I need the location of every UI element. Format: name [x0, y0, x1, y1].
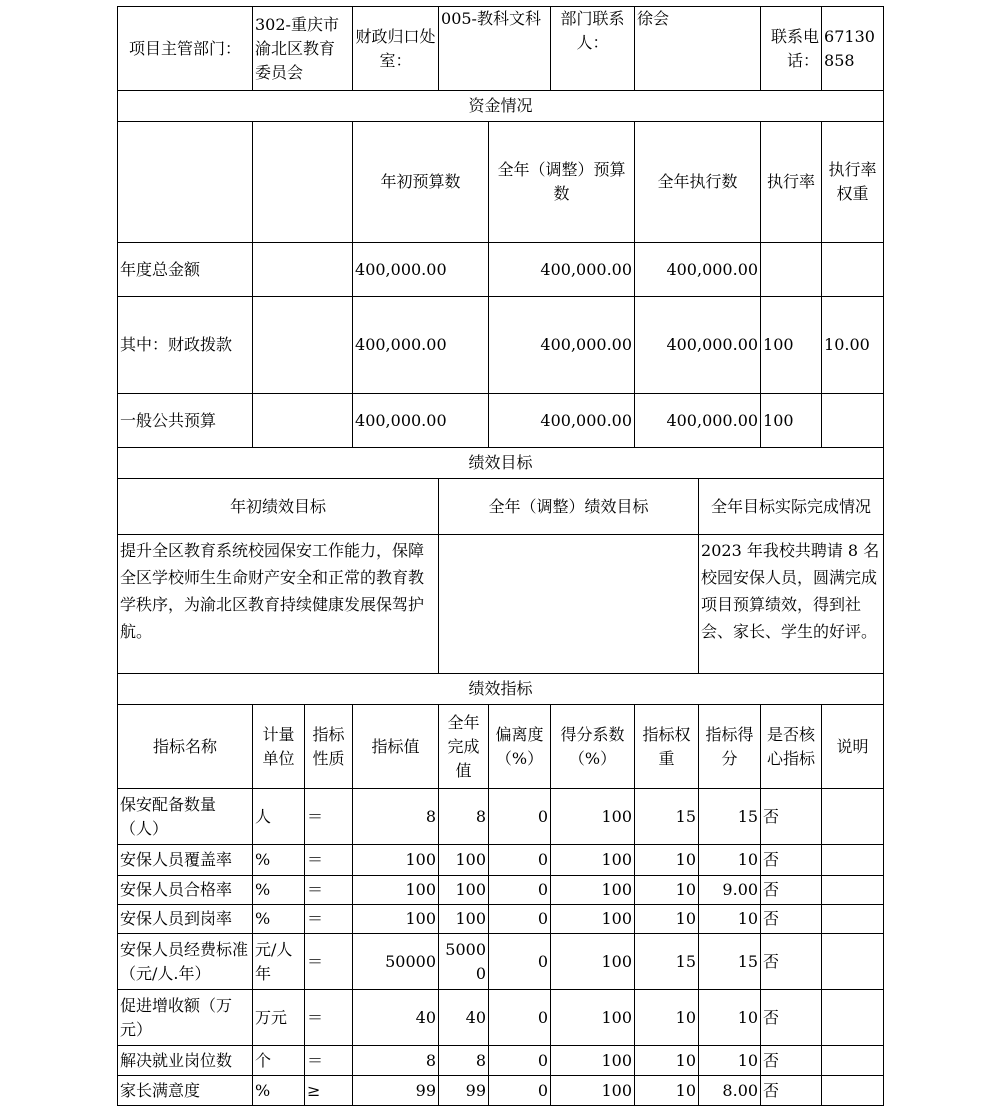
indicator-coef: 100: [551, 905, 635, 934]
indicator-core: 否: [761, 1046, 822, 1076]
indicators-header-row: [118, 705, 884, 789]
funds-row-initial: 400,000.00: [353, 394, 489, 448]
indicator-coef: 100: [551, 845, 635, 876]
funds-col-adjusted: 全年（调整）预算数: [489, 122, 635, 243]
indicator-actual: 50000: [439, 934, 489, 990]
indicator-note: [822, 789, 884, 845]
ind-header-core: 是否核心指标: [761, 705, 822, 789]
funds-col-initial: 年初预算数: [353, 122, 489, 243]
goals-actual-text: 2023 年我校共聘请 8 名校园安保人员，圆满完成项目预算绩效，得到社会、家长、学生的好评。: [699, 535, 884, 674]
indicator-row: [118, 990, 884, 1046]
indicator-row: [118, 905, 884, 934]
indicator-deviation: 0: [489, 1076, 551, 1106]
indicator-name: 保安配备数量（人）: [118, 789, 253, 845]
indicator-unit: %: [253, 876, 305, 905]
funds-row-rate: [761, 243, 822, 297]
indicator-name: 安保人员覆盖率: [118, 845, 253, 876]
indicator-deviation: 0: [489, 845, 551, 876]
indicator-target: 99: [353, 1076, 439, 1106]
indicator-actual: 40: [439, 990, 489, 1046]
indicator-weight: 10: [635, 1076, 699, 1106]
funds-row-adjusted: 400,000.00: [489, 297, 635, 394]
indicator-coef: 100: [551, 1076, 635, 1106]
indicator-note: [822, 845, 884, 876]
indicator-nature: ＝: [305, 934, 353, 990]
indicator-core: 否: [761, 845, 822, 876]
indicator-nature: ＝: [305, 905, 353, 934]
goals-initial-text: 提升全区教育系统校园保安工作能力，保障全区学校师生生命财产安全和正常的教育教学秩序，为渝北区教育持续健康发展保驾护航。: [118, 535, 439, 674]
indicator-score: 10: [699, 845, 761, 876]
ind-header-score: 指标得分: [699, 705, 761, 789]
goals-content-row: [118, 535, 884, 674]
funds-col-executed: 全年执行数: [635, 122, 761, 243]
indicator-note: [822, 905, 884, 934]
goals-header-row: [118, 479, 884, 535]
indicator-score: 10: [699, 905, 761, 934]
indicator-nature: ＝: [305, 789, 353, 845]
indicator-actual: 8: [439, 789, 489, 845]
performance-evaluation-table: [117, 6, 884, 1106]
funds-row: [118, 297, 884, 394]
indicator-core: 否: [761, 1076, 822, 1106]
indicator-deviation: 0: [489, 990, 551, 1046]
indicator-actual: 99: [439, 1076, 489, 1106]
funds-row-initial: 400,000.00: [353, 243, 489, 297]
indicator-target: 50000: [353, 934, 439, 990]
finance-label: 财政归口处室：: [353, 7, 439, 91]
indicator-core: 否: [761, 905, 822, 934]
indicator-weight: 10: [635, 905, 699, 934]
indicator-unit: 个: [253, 1046, 305, 1076]
indicator-score: 15: [699, 789, 761, 845]
funds-row-rate: 100: [761, 394, 822, 448]
funds-row-adjusted: 400,000.00: [489, 394, 635, 448]
ind-header-weight: 指标权重: [635, 705, 699, 789]
funds-row-name: 其中：财政拨款: [118, 297, 253, 394]
indicator-target: 8: [353, 789, 439, 845]
ind-header-coef: 得分系数（%）: [551, 705, 635, 789]
indicator-deviation: 0: [489, 905, 551, 934]
indicator-nature: ＝: [305, 845, 353, 876]
dept-label: 项目主管部门：: [118, 7, 253, 91]
funds-row-initial: 400,000.00: [353, 297, 489, 394]
ind-header-unit: 计量单位: [253, 705, 305, 789]
indicator-deviation: 0: [489, 1046, 551, 1076]
indicator-nature: ＝: [305, 876, 353, 905]
funds-row: [118, 394, 884, 448]
indicator-unit: %: [253, 845, 305, 876]
indicator-unit: 人: [253, 789, 305, 845]
funds-row-executed: 400,000.00: [635, 297, 761, 394]
indicator-coef: 100: [551, 789, 635, 845]
phone-value: 67130858: [822, 7, 884, 91]
indicator-name: 安保人员合格率: [118, 876, 253, 905]
indicator-unit: %: [253, 1076, 305, 1106]
indicator-coef: 100: [551, 934, 635, 990]
indicator-score: 10: [699, 990, 761, 1046]
ind-header-deviation: 偏离度（%）: [489, 705, 551, 789]
indicator-deviation: 0: [489, 789, 551, 845]
indicator-row: [118, 1076, 884, 1106]
indicator-weight: 10: [635, 990, 699, 1046]
indicator-score: 9.00: [699, 876, 761, 905]
funds-row-name: 年度总金额: [118, 243, 253, 297]
indicator-target: 100: [353, 876, 439, 905]
indicator-core: 否: [761, 990, 822, 1046]
indicator-target: 40: [353, 990, 439, 1046]
indicator-target: 8: [353, 1046, 439, 1076]
funds-row-executed: 400,000.00: [635, 243, 761, 297]
indicator-note: [822, 1046, 884, 1076]
indicator-name: 促进增收额（万元）: [118, 990, 253, 1046]
indicator-weight: 10: [635, 845, 699, 876]
indicator-row: [118, 845, 884, 876]
indicator-note: [822, 934, 884, 990]
indicator-row: [118, 934, 884, 990]
indicator-note: [822, 876, 884, 905]
funds-col-rate: 执行率: [761, 122, 822, 243]
ind-header-name: 指标名称: [118, 705, 253, 789]
funds-row-weight: 10.00: [822, 297, 884, 394]
indicator-weight: 15: [635, 934, 699, 990]
indicator-actual: 100: [439, 905, 489, 934]
indicator-row: [118, 789, 884, 845]
indicator-deviation: 0: [489, 934, 551, 990]
funds-row-name: 一般公共预算: [118, 394, 253, 448]
indicator-weight: 10: [635, 1046, 699, 1076]
ind-header-nature: 指标性质: [305, 705, 353, 789]
indicator-deviation: 0: [489, 876, 551, 905]
funds-row-adjusted: 400,000.00: [489, 243, 635, 297]
indicator-name: 安保人员经费标准（元/人.年）: [118, 934, 253, 990]
goals-col-initial: 年初绩效目标: [118, 479, 439, 535]
funds-header-row: [118, 122, 884, 243]
indicator-coef: 100: [551, 876, 635, 905]
contact-label: 部门联系人：: [551, 7, 635, 91]
contact-value: 徐会: [635, 7, 761, 91]
header-row: [118, 7, 884, 91]
funds-row-executed: 400,000.00: [635, 394, 761, 448]
funds-section-title: 资金情况: [118, 91, 884, 122]
indicator-rows: [118, 789, 884, 1106]
indicator-coef: 100: [551, 1046, 635, 1076]
indicator-note: [822, 1076, 884, 1106]
indicator-nature: ＝: [305, 990, 353, 1046]
goals-section-title: 绩效目标: [118, 448, 884, 479]
indicator-nature: ≥: [305, 1076, 353, 1106]
indicator-unit: 元/人年: [253, 934, 305, 990]
ind-header-actual: 全年完成值: [439, 705, 489, 789]
indicator-weight: 10: [635, 876, 699, 905]
indicator-score: 15: [699, 934, 761, 990]
phone-label: 联系电话：: [761, 7, 822, 91]
indicator-nature: ＝: [305, 1046, 353, 1076]
ind-header-note: 说明: [822, 705, 884, 789]
indicator-target: 100: [353, 905, 439, 934]
indicator-unit: %: [253, 905, 305, 934]
indicator-name: 解决就业岗位数: [118, 1046, 253, 1076]
goals-col-adjusted: 全年（调整）绩效目标: [439, 479, 699, 535]
indicator-score: 10: [699, 1046, 761, 1076]
indicator-core: 否: [761, 934, 822, 990]
indicator-weight: 15: [635, 789, 699, 845]
funds-row-weight: [822, 394, 884, 448]
indicator-unit: 万元: [253, 990, 305, 1046]
indicator-name: 家长满意度: [118, 1076, 253, 1106]
indicator-actual: 100: [439, 876, 489, 905]
indicator-row: [118, 1046, 884, 1076]
funds-row-rate: 100: [761, 297, 822, 394]
dept-value: 302-重庆市渝北区教育委员会: [253, 7, 353, 91]
indicator-core: 否: [761, 789, 822, 845]
funds-row-weight: [822, 243, 884, 297]
indicator-target: 100: [353, 845, 439, 876]
funds-row: [118, 243, 884, 297]
indicator-coef: 100: [551, 990, 635, 1046]
indicator-note: [822, 990, 884, 1046]
finance-value: 005-教科文科: [439, 7, 551, 91]
indicator-core: 否: [761, 876, 822, 905]
indicator-score: 8.00: [699, 1076, 761, 1106]
indicator-row: [118, 876, 884, 905]
indicators-section-title: 绩效指标: [118, 674, 884, 705]
funds-col-weight: 执行率权重: [822, 122, 884, 243]
indicator-actual: 100: [439, 845, 489, 876]
goals-col-actual: 全年目标实际完成情况: [699, 479, 884, 535]
indicator-actual: 8: [439, 1046, 489, 1076]
indicator-name: 安保人员到岗率: [118, 905, 253, 934]
goals-adjusted-text: [439, 535, 699, 674]
ind-header-target: 指标值: [353, 705, 439, 789]
